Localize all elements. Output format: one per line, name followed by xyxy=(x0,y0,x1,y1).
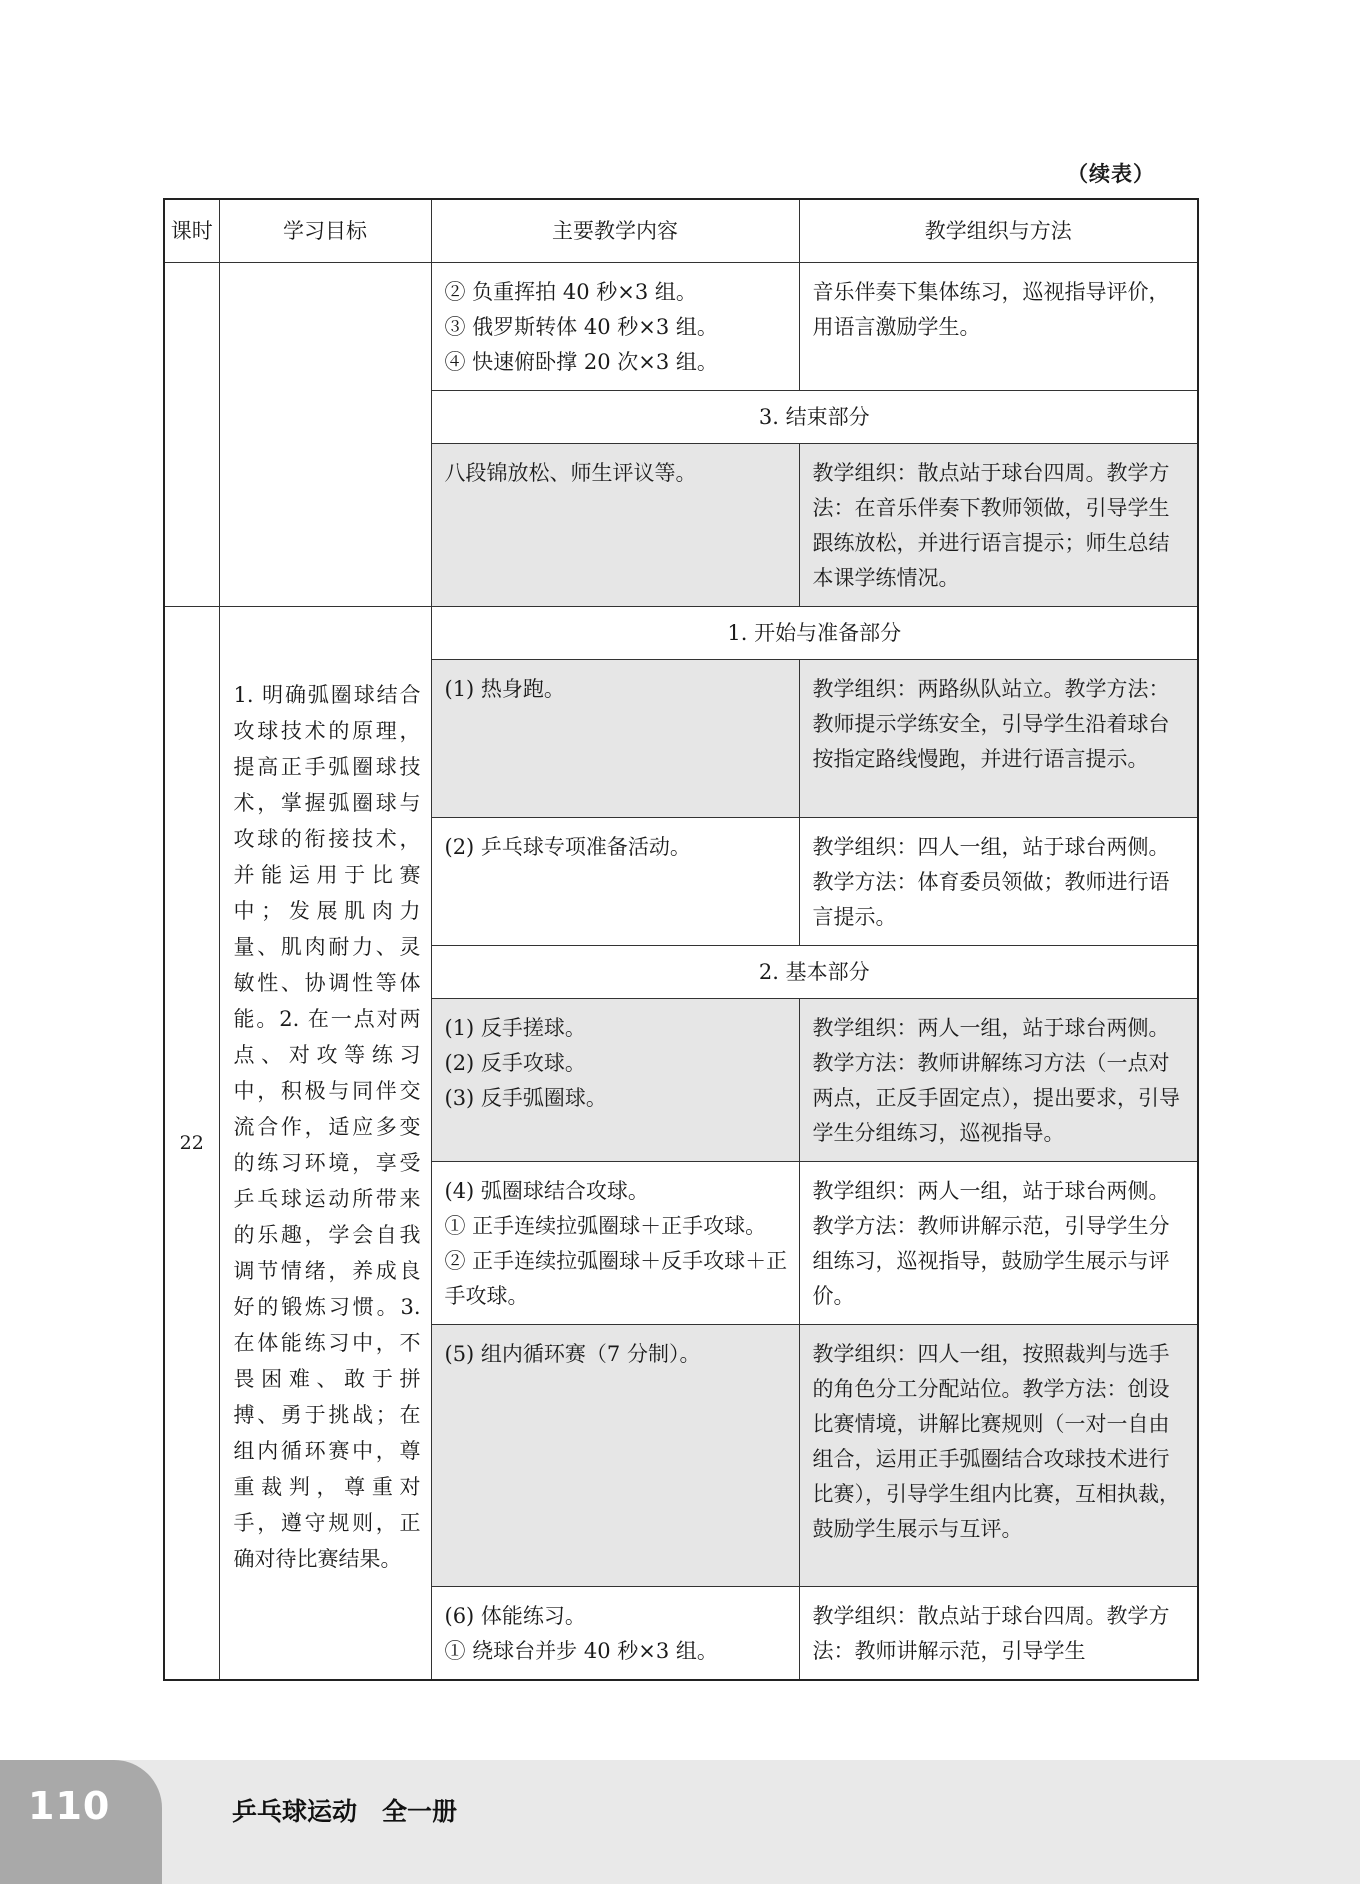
method-cell: 教学组织：两人一组，站于球台两侧。教学方法：教师讲解示范，引导学生分组练习，巡视指导，鼓励学生展示与评价。 xyxy=(799,1162,1198,1325)
content-line: ① 绕球台并步 40 秒×3 组。 xyxy=(444,1639,718,1663)
table-row xyxy=(164,263,1198,391)
period-cell: 22 xyxy=(164,607,219,1681)
content-cell xyxy=(431,999,799,1162)
content-cell xyxy=(431,1162,799,1325)
book-title: 乒乓球运动 全一册 xyxy=(232,1797,458,1826)
content-line: ④ 快速俯卧撑 20 次×3 组。 xyxy=(444,350,718,374)
content-line: (2) 乒乓球专项准备活动。 xyxy=(444,835,691,859)
content-cell xyxy=(431,263,799,391)
content-line: (1) 反手搓球。 xyxy=(444,1016,586,1040)
method-cell: 教学组织：四人一组，按照裁判与选手的角色分工分配站位。教学方法：创设比赛情境，讲解比赛规则（一对一自由组合，运用正手弧圈结合攻球技术进行比赛），引导学生组内比赛，互相执裁，鼓励学生展示与互评。 xyxy=(799,1325,1198,1587)
content-line: 八段锦放松、师生评议等。 xyxy=(444,461,697,485)
method-cell: 音乐伴奏下集体练习，巡视指导评价，用语言激励学生。 xyxy=(799,263,1198,391)
content-line: ③ 俄罗斯转体 40 秒×3 组。 xyxy=(444,315,718,339)
content-line: (5) 组内循环赛（7 分制）。 xyxy=(444,1342,701,1366)
header-content: 主要教学内容 xyxy=(431,199,799,263)
content-line: (2) 反手攻球。 xyxy=(444,1051,586,1075)
method-cell: 教学组织：两人一组，站于球台两侧。教学方法：教师讲解练习方法（一点对两点，正反手固定点），提出要求，引导学生分组练习，巡视指导。 xyxy=(799,999,1198,1162)
content-line: ② 正手连续拉弧圈球＋反手攻球＋正手攻球。 xyxy=(444,1249,788,1308)
content-cell xyxy=(431,818,799,946)
content-line: ① 正手连续拉弧圈球＋正手攻球。 xyxy=(444,1214,767,1238)
content-line: (3) 反手弧圈球。 xyxy=(444,1086,607,1110)
section-heading: 3. 结束部分 xyxy=(431,391,1198,444)
header-method: 教学组织与方法 xyxy=(799,199,1198,263)
content-line: ② 负重挥拍 40 秒×3 组。 xyxy=(444,280,697,304)
goals-cell: 1. 明确弧圈球结合攻球技术的原理，提高正手弧圈球技术，掌握弧圈球与攻球的衔接技术，并能运用于比赛中；发展肌肉力量、肌肉耐力、灵敏性、协调性等体能。2. 在一点对两点、对攻等练习中，积极与同伴交流合作，适应多变的练习环境，享受乒乓球运动所带来的乐趣，学会自我调节情绪，养成良好的锻炼习惯。3. 在体能练习中，不畏困难、敢于拼搏、勇于挑战；在组内循环赛中，尊重裁判，尊重对手，遵守规则，正确对待比赛结果。 xyxy=(219,607,431,1681)
content-line: (6) 体能练习。 xyxy=(444,1604,586,1628)
header-goals: 学习目标 xyxy=(219,199,431,263)
header-period: 课时 xyxy=(164,199,219,263)
content-line: (4) 弧圈球结合攻球。 xyxy=(444,1179,649,1203)
goals-cell-prev xyxy=(219,263,431,607)
page-number: 110 xyxy=(28,1784,111,1828)
method-cell: 教学组织：两路纵队站立。教学方法：教师提示学练安全，引导学生沿着球台按指定路线慢跑，并进行语言提示。 xyxy=(799,660,1198,818)
continued-label: （续表） xyxy=(1067,162,1155,186)
content-cell xyxy=(431,1587,799,1681)
section-heading: 2. 基本部分 xyxy=(431,946,1198,999)
method-cell: 教学组织：散点站于球台四周。教学方法：在音乐伴奏下教师领做，引导学生跟练放松，并进行语言提示；师生总结本课学练情况。 xyxy=(799,444,1198,607)
section-row xyxy=(164,607,1198,660)
content-cell xyxy=(431,660,799,818)
content-cell xyxy=(431,1325,799,1587)
footer-band xyxy=(0,1760,1360,1884)
method-cell: 教学组织：四人一组，站于球台两侧。教学方法：体育委员领做；教师进行语言提示。 xyxy=(799,818,1198,946)
content-cell xyxy=(431,444,799,607)
method-cell: 教学组织：散点站于球台四周。教学方法：教师讲解示范，引导学生 xyxy=(799,1587,1198,1681)
table-header-row xyxy=(164,199,1198,263)
lesson-plan-table xyxy=(163,198,1199,1681)
section-heading: 1. 开始与准备部分 xyxy=(431,607,1198,660)
content-line: (1) 热身跑。 xyxy=(444,677,565,701)
period-cell-prev xyxy=(164,263,219,607)
